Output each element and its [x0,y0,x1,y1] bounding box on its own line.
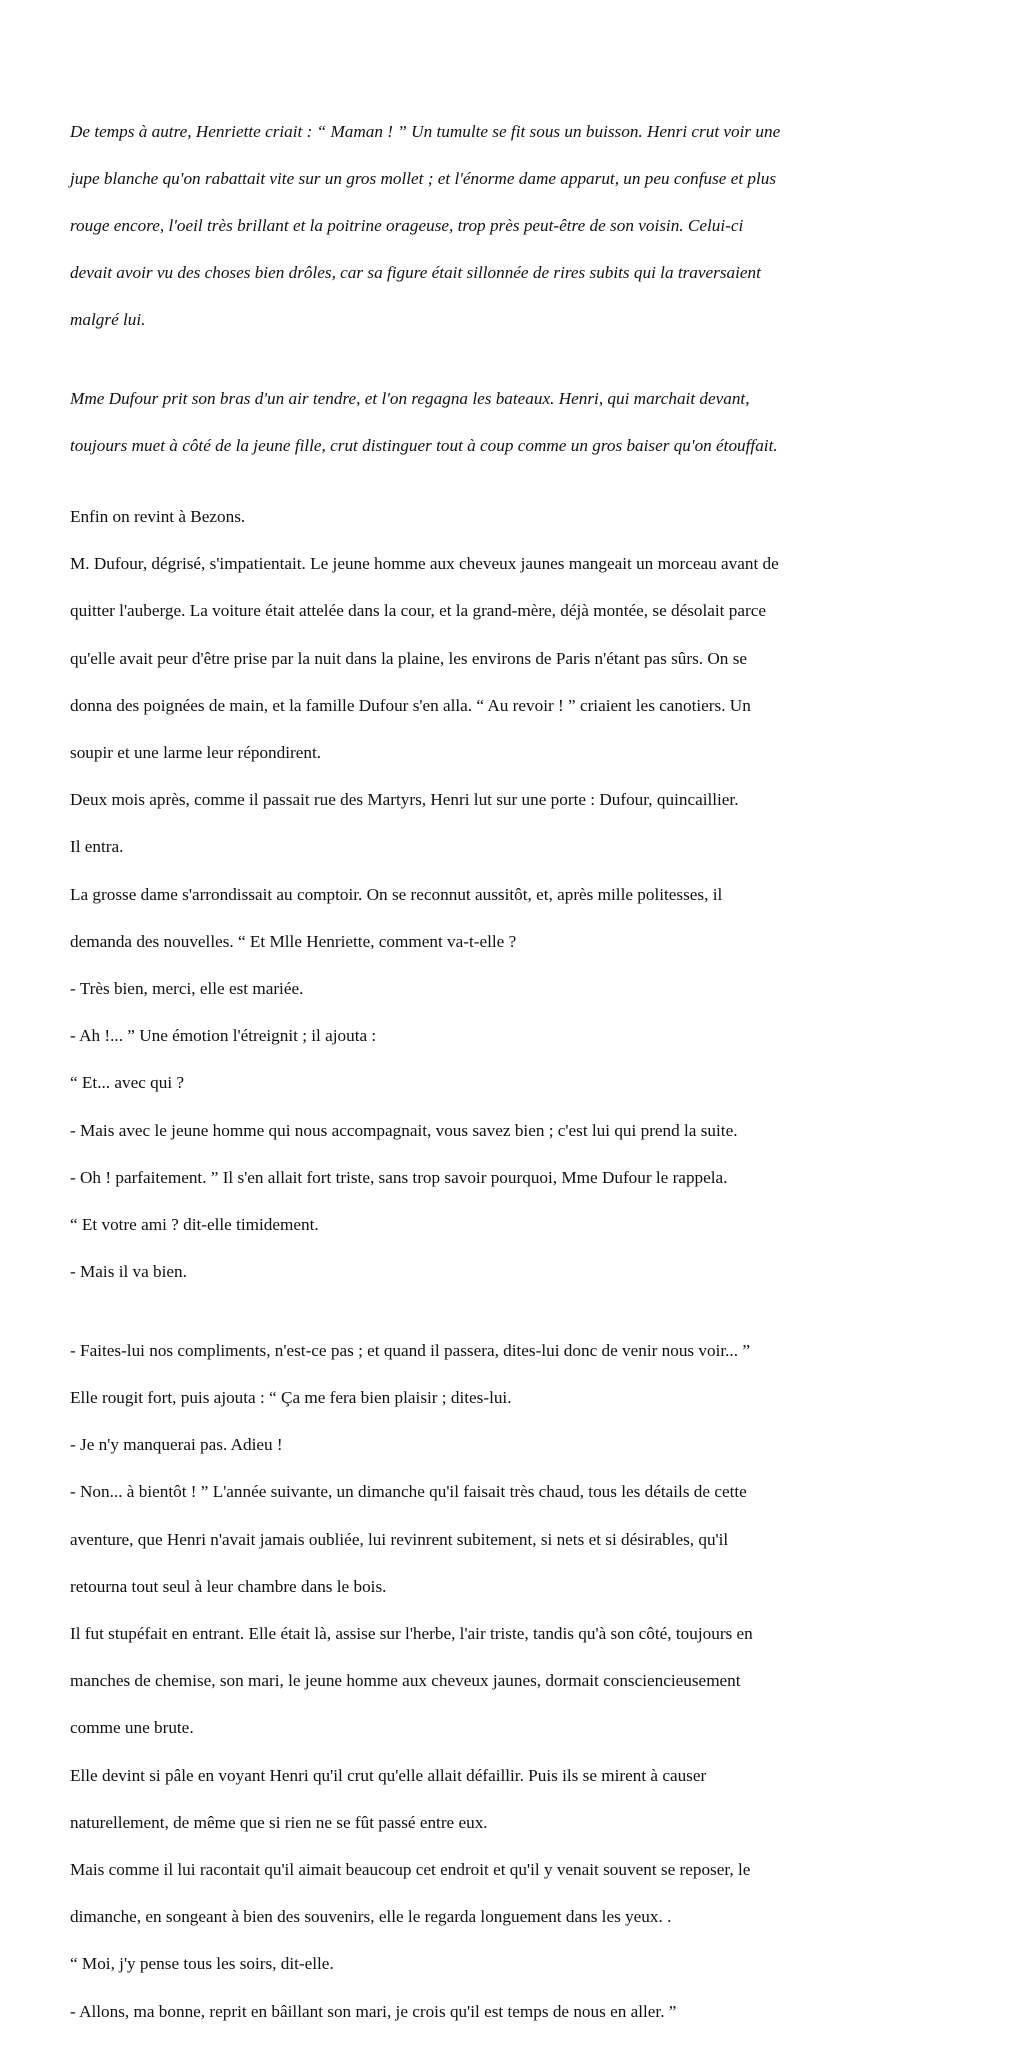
text-line: Elle rougit fort, puis ajouta : “ Ça me fera bien plaisir ; dites-lui. [70,1388,512,1408]
text-line: Deux mois après, comme il passait rue des Martyrs, Henri lut sur une porte : Dufour, quincaillier. [70,790,739,810]
text-line: De temps à autre, Henriette criait : “ Maman ! ” Un tumulte se fit sous un buisson. Henri crut voir une [70,121,781,141]
text-line: Mme Dufour prit son bras d'un air tendre, et l'on regagna les bateaux. Henri, qui marchait devant, [70,389,750,409]
document-page [70,96,950,2047]
text-line: devait avoir vu des choses bien drôles, car sa figure était sillonnée de rires subits qui la traversaient [70,263,761,283]
text-line: dimanche, en songeant à bien des souvenirs, elle le regarda longuement dans les yeux. . [70,1907,672,1927]
text-line: malgré lui. [70,310,146,330]
text-line: manches de chemise, son mari, le jeune homme aux cheveux jaunes, dormait consciencieusement [70,1671,741,1691]
text-line: qu'elle avait peur d'être prise par la nuit dans la plaine, les environs de Paris n'étant pas sûrs. On se [70,648,748,668]
text-line: retourna tout seul à leur chambre dans le bois. [70,1576,387,1596]
italic-paragraph-2 [70,364,950,482]
text-line: quitter l'auberge. La voiture était attelée dans la cour, et la grand-mère, déjà montée, se désolait parce [70,601,766,621]
text-line: Enfin on revint à Bezons. [70,507,246,527]
text-line: rouge encore, l'oeil très brillant et la poitrine orageuse, trop près peut-être de son voisin. Celui-ci [70,215,744,235]
text-line: toujours muet à côté de la jeune fille, crut distinguer tout à coup comme un gros baiser qu'on étouffait. [70,436,778,456]
text-line: M. Dufour, dégrisé, s'impatientait. Le jeune homme aux cheveux jaunes mangeait un morceau avant de [70,554,779,574]
text-line: - Mais il va bien. [70,1262,187,1282]
text-line: “ Et votre ami ? dit-elle timidement. [70,1214,319,1234]
text-line: - Ah !... ” Une émotion l'étreignit ; il ajouta : [70,1026,377,1046]
text-line: Il entra. [70,837,124,857]
text-line: - Oh ! parfaitement. ” Il s'en allait fort triste, sans trop savoir pourquoi, Mme Dufour le rappela. [70,1167,728,1187]
text-line: - Mais avec le jeune homme qui nous accompagnait, vous savez bien ; c'est lui qui prend la suite. [70,1120,738,1140]
text-line: jupe blanche qu'on rabattait vite sur un gros mollet ; et l'énorme dame apparut, un peu confuse et plus [70,168,777,188]
text-line: - Très bien, merci, elle est mariée. [70,978,304,998]
body-block-2 [70,1315,950,2046]
body-block-1 [70,482,950,1308]
text-line: La grosse dame s'arrondissait au comptoir. On se reconnut aussitôt, et, après mille politesses, il [70,884,723,904]
text-line: - Allons, ma bonne, reprit en bâillant son mari, je crois qu'il est temps de nous en aller. ” [70,2001,677,2021]
text-line: soupir et une larme leur répondirent. [70,743,322,763]
text-line: donna des poignées de main, et la famille Dufour s'en alla. “ Au revoir ! ” criaient les canotiers. Un [70,695,751,715]
text-line: comme une brute. [70,1718,194,1738]
text-line: “ Moi, j'y pense tous les soirs, dit-elle. [70,1954,334,1974]
text-line: Il fut stupéfait en entrant. Elle était là, assise sur l'herbe, l'air triste, tandis qu'à son côté, toujours en [70,1624,753,1643]
text-line: Mais comme il lui racontait qu'il aimait beaucoup cet endroit et qu'il y venait souvent se reposer, le [70,1859,751,1879]
italic-paragraph-1 [70,96,950,356]
text-line: - Je n'y manquerai pas. Adieu ! [70,1435,283,1455]
text-line: - Non... à bientôt ! ” L'année suivante, un dimanche qu'il faisait très chaud, tous les détails de cette [70,1482,747,1502]
text-line: Elle devint si pâle en voyant Henri qu'il crut qu'elle allait défaillir. Puis ils se mirent à causer [70,1765,707,1785]
text-line: “ Et... avec qui ? [70,1073,185,1093]
text-line: aventure, que Henri n'avait jamais oubliée, lui revinrent subitement, si nets et si désirables, qu'il [70,1529,729,1549]
text-line: - Faites-lui nos compliments, n'est-ce pas ; et quand il passera, dites-lui donc de venir nous voir... ” [70,1340,750,1360]
text-line: naturellement, de même que si rien ne se fût passé entre eux. [70,1812,488,1832]
text-line: demanda des nouvelles. “ Et Mlle Henriette, comment va-t-elle ? [70,931,517,951]
